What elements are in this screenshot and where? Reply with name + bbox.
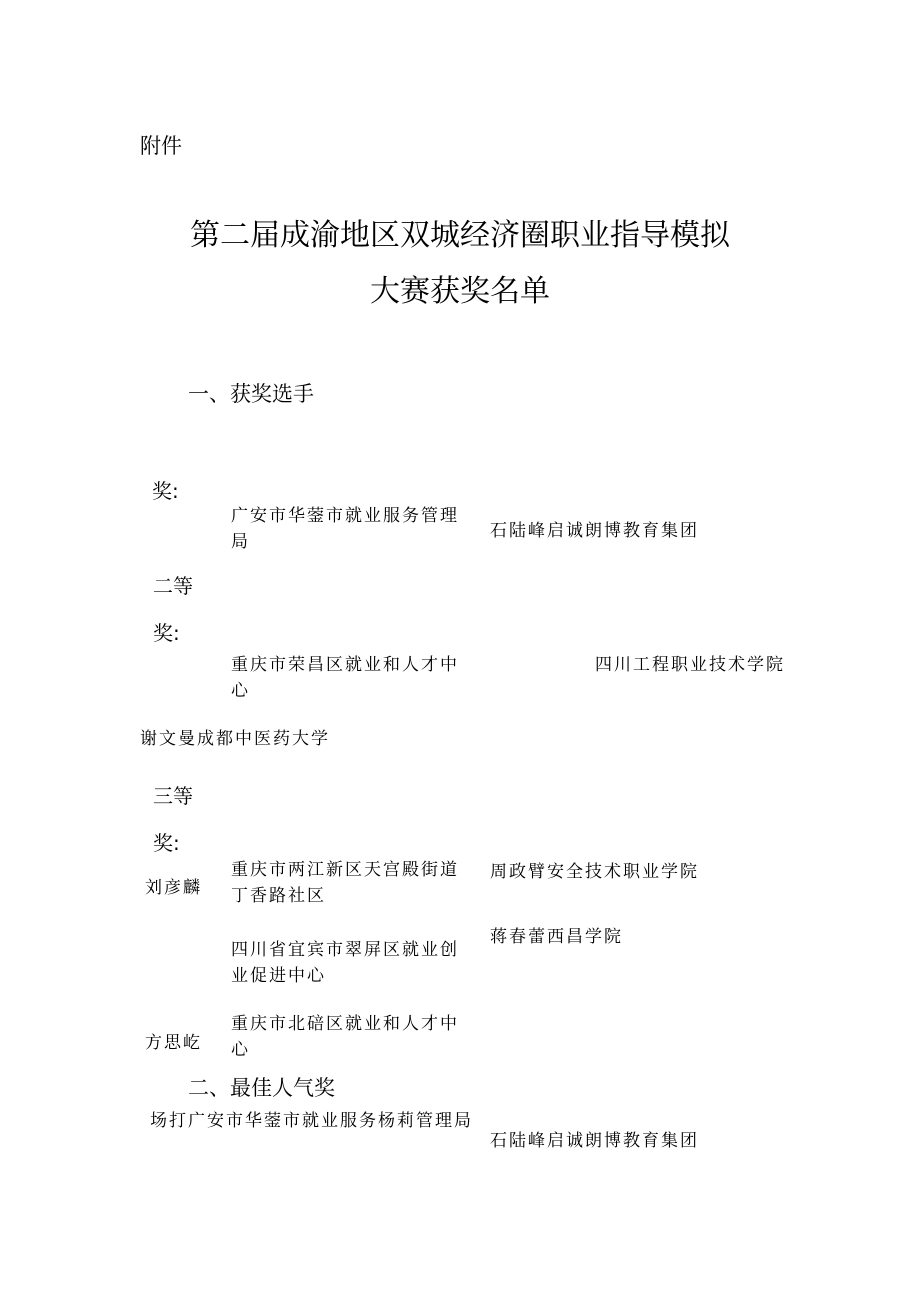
third-prize-unit: 重庆市两江新区天宫殿街道丁香路社区 bbox=[231, 860, 459, 906]
first-prize-label: 奖: bbox=[152, 479, 179, 503]
second-prize-unit: 重庆市荣昌区就业和人才中心 bbox=[231, 655, 459, 701]
third-prize-winner-name: 刘彦麟 bbox=[145, 878, 202, 898]
second-prize-unit: 四川工程职业技术学院 bbox=[595, 655, 785, 675]
popularity-entry: 石陆峰启诚朗博教育集团 bbox=[490, 1131, 699, 1151]
second-prize-label-line-1: 二等 bbox=[153, 574, 193, 598]
second-prize-label-line-2: 奖: bbox=[153, 621, 180, 645]
third-prize-unit: 四川省宜宾市翠屏区就业创业促进中心 bbox=[231, 940, 459, 986]
first-prize-unit: 广安市华蓥市就业服务管理局 bbox=[231, 506, 459, 552]
third-prize-label-line-1: 三等 bbox=[153, 784, 193, 808]
third-prize-winner-name: 方思屹 bbox=[145, 1033, 202, 1053]
attachment-label: 附件 bbox=[140, 134, 182, 158]
popularity-entry: 场打广安市华蓥市就业服务杨莉管理局 bbox=[150, 1111, 473, 1131]
third-prize-unit: 重庆市北碚区就业和人才中心 bbox=[231, 1014, 459, 1060]
document-title-line-2: 大赛获奖名单 bbox=[370, 274, 550, 309]
section-heading-popularity: 二、最佳人气奖 bbox=[188, 1076, 335, 1100]
second-prize-entry: 谢文曼成都中医药大学 bbox=[140, 729, 330, 749]
third-prize-entry: 周政臂安全技术职业学院 bbox=[490, 862, 699, 882]
section-heading-winners: 一、获奖选手 bbox=[188, 382, 314, 406]
third-prize-label-line-2: 奖: bbox=[153, 831, 180, 855]
first-prize-entry: 石陆峰启诚朗博教育集团 bbox=[490, 521, 699, 541]
third-prize-entry: 蒋春蕾西昌学院 bbox=[490, 927, 623, 947]
document-title-line-1: 第二届成渝地区双城经济圈职业指导模拟 bbox=[190, 218, 730, 253]
